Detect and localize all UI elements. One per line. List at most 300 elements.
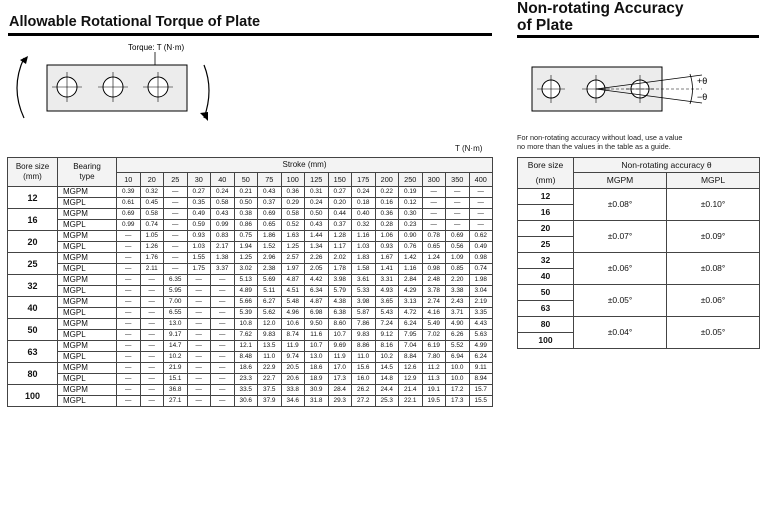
torque-value-cell: 3.98	[352, 297, 376, 308]
torque-value-cell: 0.69	[117, 209, 141, 220]
bearing-type-cell: MGPL	[58, 374, 117, 385]
torque-value-cell: 0.32	[140, 187, 164, 198]
torque-value-cell: 0.40	[352, 209, 376, 220]
torque-value-cell: 5.87	[352, 308, 376, 319]
torque-value-cell: 30.9	[305, 385, 329, 396]
torque-value-cell: 0.62	[469, 231, 493, 242]
bearing-type-cell: MGPL	[58, 220, 117, 231]
torque-value-cell: 17.3	[446, 396, 470, 407]
torque-value-cell: 7.86	[352, 319, 376, 330]
torque-value-cell: 4.87	[305, 297, 329, 308]
torque-value-cell: 0.36	[281, 187, 305, 198]
torque-value-cell: —	[164, 187, 188, 198]
accuracy-bore-cell: 32	[518, 253, 574, 269]
torque-value-cell: 5.69	[258, 275, 282, 286]
torque-value-cell: 9.12	[375, 330, 399, 341]
torque-value-cell: 1.03	[352, 242, 376, 253]
torque-value-cell: 0.86	[234, 220, 258, 231]
torque-value-cell: —	[117, 330, 141, 341]
torque-value-cell: 0.39	[117, 187, 141, 198]
torque-value-cell: 0.76	[399, 242, 423, 253]
torque-value-cell: —	[422, 220, 446, 231]
table-row	[518, 253, 760, 269]
torque-value-cell: 0.43	[305, 220, 329, 231]
torque-value-cell: —	[211, 385, 235, 396]
bearing-type-cell: MGPL	[58, 264, 117, 275]
torque-value-cell: 27.2	[352, 396, 376, 407]
torque-value-cell: 6.24	[399, 319, 423, 330]
stroke-value-header: 50	[234, 173, 258, 187]
torque-value-cell: 4.51	[281, 286, 305, 297]
torque-value-cell: 0.29	[281, 198, 305, 209]
torque-value-cell: 33.5	[234, 385, 258, 396]
torque-value-cell: 0.52	[281, 220, 305, 231]
torque-value-cell: 10.6	[281, 319, 305, 330]
torque-value-cell: 6.38	[328, 308, 352, 319]
torque-value-cell: 5.13	[234, 275, 258, 286]
torque-value-cell: —	[164, 220, 188, 231]
torque-value-cell: 0.98	[422, 264, 446, 275]
torque-value-cell: —	[140, 385, 164, 396]
accuracy-note-line2: no more than the values in the table as a guide.	[517, 142, 671, 151]
torque-value-cell: 4.72	[399, 308, 423, 319]
bore-size-cell: 80	[8, 363, 58, 385]
torque-value-cell: 1.86	[258, 231, 282, 242]
torque-value-cell: —	[164, 209, 188, 220]
torque-value-cell: —	[187, 319, 211, 330]
torque-value-cell: 0.24	[211, 187, 235, 198]
torque-table-body	[8, 187, 493, 407]
accuracy-col-mgpl: MGPL	[667, 173, 760, 189]
torque-value-cell: —	[469, 220, 493, 231]
torque-value-cell: 10.0	[446, 363, 470, 374]
accuracy-theta-header: Non-rotating accuracy θ	[574, 158, 760, 173]
torque-value-cell: 0.50	[305, 209, 329, 220]
torque-value-cell: —	[117, 242, 141, 253]
table-row	[8, 231, 493, 242]
accuracy-mgpl-cell: ±0.08°	[667, 253, 760, 285]
table-row	[8, 220, 493, 231]
torque-value-cell: 27.1	[164, 396, 188, 407]
torque-value-cell: 4.38	[328, 297, 352, 308]
torque-value-cell: 0.27	[328, 187, 352, 198]
accuracy-mgpm-cell: ±0.07°	[574, 221, 667, 253]
torque-value-cell: —	[140, 352, 164, 363]
torque-value-cell: 0.90	[399, 231, 423, 242]
torque-value-cell: 0.35	[187, 198, 211, 209]
torque-value-cell: 1.94	[234, 242, 258, 253]
accuracy-mgpl-cell: ±0.05°	[667, 317, 760, 349]
torque-value-cell: 0.37	[258, 198, 282, 209]
torque-value-cell: 15.1	[164, 374, 188, 385]
torque-value-cell: 14.8	[375, 374, 399, 385]
torque-value-cell: —	[117, 264, 141, 275]
torque-value-cell: 0.65	[422, 242, 446, 253]
torque-value-cell: 3.31	[375, 275, 399, 286]
torque-value-cell: 4.96	[281, 308, 305, 319]
torque-value-cell: 4.89	[234, 286, 258, 297]
torque-value-cell: 12.6	[399, 363, 423, 374]
torque-value-cell: 6.94	[446, 352, 470, 363]
torque-value-cell: 5.48	[281, 297, 305, 308]
torque-value-cell: 5.43	[375, 308, 399, 319]
torque-value-cell: 21.9	[164, 363, 188, 374]
torque-value-cell: 5.52	[446, 341, 470, 352]
torque-value-cell: —	[117, 341, 141, 352]
stroke-value-header: 25	[164, 173, 188, 187]
bearing-type-cell: MGPM	[58, 275, 117, 286]
bearing-type-cell: MGPM	[58, 363, 117, 374]
torque-value-cell: 5.63	[469, 330, 493, 341]
torque-value-cell: 31.8	[305, 396, 329, 407]
torque-value-cell: 2.26	[305, 253, 329, 264]
table-row	[8, 286, 493, 297]
torque-value-cell: 0.28	[375, 220, 399, 231]
accuracy-bore-cell: 12	[518, 189, 574, 205]
torque-value-cell: 23.3	[234, 374, 258, 385]
torque-value-cell: —	[117, 286, 141, 297]
accuracy-bore-cell: 63	[518, 301, 574, 317]
bearing-type-cell: MGPL	[58, 308, 117, 319]
torque-value-cell: 0.36	[375, 209, 399, 220]
bore-size-cell: 16	[8, 209, 58, 231]
torque-value-cell: 0.27	[187, 187, 211, 198]
torque-value-cell: —	[164, 231, 188, 242]
bearing-type-cell: MGPL	[58, 198, 117, 209]
torque-value-cell: 9.17	[164, 330, 188, 341]
torque-value-cell: 4.16	[422, 308, 446, 319]
accuracy-note-line1: For non-rotating accuracy without load, use a value	[517, 133, 683, 142]
accuracy-bore-cell: 100	[518, 333, 574, 349]
torque-value-cell: 24.4	[375, 385, 399, 396]
table-row	[8, 242, 493, 253]
torque-value-cell: —	[211, 352, 235, 363]
torque-value-cell: 10.2	[164, 352, 188, 363]
torque-value-cell: 1.41	[375, 264, 399, 275]
torque-value-cell: 13.0	[305, 352, 329, 363]
torque-value-cell: 25.3	[375, 396, 399, 407]
torque-value-cell: —	[422, 187, 446, 198]
bearing-type-cell: MGPL	[58, 286, 117, 297]
table-row	[8, 385, 493, 396]
torque-value-cell: —	[422, 198, 446, 209]
torque-value-cell: —	[211, 374, 235, 385]
torque-value-cell: 1.44	[305, 231, 329, 242]
torque-value-cell: 2.19	[469, 297, 493, 308]
torque-value-cell: 0.44	[328, 209, 352, 220]
torque-value-cell: 3.13	[399, 297, 423, 308]
torque-value-cell: 1.25	[281, 242, 305, 253]
table-row	[8, 341, 493, 352]
stroke-value-header: 75	[258, 173, 282, 187]
torque-value-cell: 11.0	[258, 352, 282, 363]
stroke-value-header: 300	[422, 173, 446, 187]
torque-value-cell: 20.5	[281, 363, 305, 374]
accuracy-mgpl-cell: ±0.09°	[667, 221, 760, 253]
torque-value-cell: 7.02	[422, 330, 446, 341]
torque-value-cell: 20.6	[281, 374, 305, 385]
torque-value-cell: 14.5	[375, 363, 399, 374]
torque-value-cell: 37.9	[258, 396, 282, 407]
torque-value-cell: 11.9	[281, 341, 305, 352]
torque-value-cell: 2.84	[399, 275, 423, 286]
torque-value-cell: 37.5	[258, 385, 282, 396]
torque-value-cell: 0.99	[211, 220, 235, 231]
torque-value-cell: —	[140, 308, 164, 319]
torque-value-cell: —	[164, 242, 188, 253]
torque-value-cell: 0.58	[211, 198, 235, 209]
torque-value-cell: 12.9	[399, 374, 423, 385]
torque-value-cell: —	[117, 275, 141, 286]
torque-value-cell: 9.69	[328, 341, 352, 352]
stroke-value-header: 20	[140, 173, 164, 187]
torque-value-cell: —	[117, 374, 141, 385]
bore-size-cell: 20	[8, 231, 58, 253]
torque-value-cell: —	[187, 297, 211, 308]
torque-value-cell: 22.9	[258, 363, 282, 374]
torque-value-cell: 5.11	[258, 286, 282, 297]
torque-value-cell: 10.7	[305, 341, 329, 352]
stroke-value-header: 10	[117, 173, 141, 187]
torque-value-cell: 1.75	[187, 264, 211, 275]
bearing-type-cell: MGPM	[58, 231, 117, 242]
stroke-value-header: 100	[281, 173, 305, 187]
torque-value-cell: 0.43	[211, 209, 235, 220]
torque-value-cell: 1.34	[305, 242, 329, 253]
bearing-type-cell: MGPL	[58, 242, 117, 253]
torque-value-cell: 1.55	[187, 253, 211, 264]
torque-value-cell: 9.50	[305, 319, 329, 330]
torque-value-cell: —	[187, 341, 211, 352]
torque-value-cell: 2.38	[258, 264, 282, 275]
torque-value-cell: —	[211, 275, 235, 286]
torque-value-cell: 9.83	[352, 330, 376, 341]
torque-value-cell: —	[446, 187, 470, 198]
torque-value-cell: 8.48	[234, 352, 258, 363]
table-row	[8, 352, 493, 363]
torque-value-cell: —	[117, 396, 141, 407]
accuracy-section-title	[517, 0, 684, 34]
torque-value-cell: —	[117, 297, 141, 308]
torque-unit-label: T (N·m)	[455, 144, 483, 153]
bore-size-cell: 12	[8, 187, 58, 209]
table-row	[8, 374, 493, 385]
torque-value-cell: 19.5	[422, 396, 446, 407]
torque-value-cell: 0.83	[211, 231, 235, 242]
stroke-value-header: 125	[305, 173, 329, 187]
torque-value-cell: 10.2	[375, 352, 399, 363]
torque-value-cell: 3.02	[234, 264, 258, 275]
torque-value-cell: —	[140, 341, 164, 352]
torque-value-cell: 1.05	[140, 231, 164, 242]
torque-value-cell: 2.43	[446, 297, 470, 308]
torque-value-cell: 0.49	[187, 209, 211, 220]
stroke-value-header: 150	[328, 173, 352, 187]
torque-value-cell: 0.19	[399, 187, 423, 198]
torque-value-cell: —	[117, 319, 141, 330]
torque-value-cell: 0.69	[446, 231, 470, 242]
torque-value-cell: 7.80	[422, 352, 446, 363]
bearing-type-header: Bearing type	[58, 158, 117, 187]
bore-size-cell: 100	[8, 385, 58, 407]
torque-value-cell: —	[187, 308, 211, 319]
accuracy-title-line1: Non-rotating Accuracy	[517, 0, 684, 17]
table-row	[8, 209, 493, 220]
torque-value-cell: 15.6	[352, 363, 376, 374]
torque-value-cell: 1.42	[399, 253, 423, 264]
bearing-type-cell: MGPM	[58, 297, 117, 308]
torque-value-cell: 29.3	[328, 396, 352, 407]
torque-value-cell: 3.38	[446, 286, 470, 297]
torque-value-cell: 7.04	[399, 341, 423, 352]
bore-size-cell: 40	[8, 297, 58, 319]
torque-value-cell: 0.12	[399, 198, 423, 209]
accuracy-bore-cell: 20	[518, 221, 574, 237]
torque-value-cell: 6.19	[422, 341, 446, 352]
torque-value-cell: —	[211, 308, 235, 319]
torque-value-cell: 0.61	[117, 198, 141, 209]
torque-value-cell: —	[187, 396, 211, 407]
rotation-arrow-right	[204, 65, 209, 118]
accuracy-bore-cell: 40	[518, 269, 574, 285]
accuracy-table-body	[518, 189, 760, 349]
torque-value-cell: 7.00	[164, 297, 188, 308]
torque-value-cell: 28.4	[328, 385, 352, 396]
torque-value-cell: 11.9	[328, 352, 352, 363]
stroke-value-header: 175	[352, 173, 376, 187]
accuracy-note	[517, 133, 683, 151]
torque-value-cell: 1.38	[211, 253, 235, 264]
torque-value-cell: 5.66	[234, 297, 258, 308]
torque-value-cell: 6.34	[305, 286, 329, 297]
torque-value-cell: —	[164, 198, 188, 209]
torque-table-header	[8, 158, 493, 187]
table-row	[8, 308, 493, 319]
torque-value-cell: —	[140, 286, 164, 297]
torque-value-cell: 0.16	[375, 198, 399, 209]
accuracy-mgpm-cell: ±0.06°	[574, 253, 667, 285]
bearing-type-cell: MGPM	[58, 209, 117, 220]
bearing-type-cell: MGPM	[58, 253, 117, 264]
torque-value-cell: 9.83	[258, 330, 282, 341]
torque-value-cell: 2.05	[305, 264, 329, 275]
table-row	[518, 317, 760, 333]
stroke-value-header: 250	[399, 173, 423, 187]
torque-value-cell: 1.26	[140, 242, 164, 253]
torque-value-cell: —	[211, 330, 235, 341]
torque-title-rule	[8, 33, 492, 36]
torque-value-cell: 3.04	[469, 286, 493, 297]
torque-value-cell: —	[140, 363, 164, 374]
torque-value-cell: 0.59	[187, 220, 211, 231]
torque-value-cell: 1.52	[258, 242, 282, 253]
torque-value-cell: 4.90	[446, 319, 470, 330]
torque-value-cell: 6.35	[164, 275, 188, 286]
table-row	[8, 253, 493, 264]
accuracy-bore-cell: 16	[518, 205, 574, 221]
torque-value-cell: —	[117, 385, 141, 396]
torque-value-cell: 17.0	[328, 363, 352, 374]
torque-value-cell: 12.1	[234, 341, 258, 352]
torque-value-cell: 4.43	[469, 319, 493, 330]
torque-value-cell: —	[187, 352, 211, 363]
bore-size-header: Bore size (mm)	[8, 158, 58, 187]
torque-value-cell: 0.69	[258, 209, 282, 220]
torque-value-cell: 15.7	[469, 385, 493, 396]
torque-value-cell: 13.0	[164, 319, 188, 330]
table-row	[518, 189, 760, 205]
torque-diagram-label: Torque: T (N·m)	[128, 43, 185, 52]
torque-value-cell: 8.84	[399, 352, 423, 363]
torque-value-cell: 0.58	[140, 209, 164, 220]
torque-value-cell: 1.25	[234, 253, 258, 264]
torque-value-cell: 6.27	[258, 297, 282, 308]
torque-value-cell: 1.09	[446, 253, 470, 264]
torque-value-cell: 10.0	[446, 374, 470, 385]
torque-value-cell: 1.28	[328, 231, 352, 242]
torque-value-cell: —	[211, 396, 235, 407]
torque-value-cell: —	[187, 374, 211, 385]
torque-value-cell: 9.74	[281, 352, 305, 363]
torque-value-cell: 5.33	[352, 286, 376, 297]
torque-value-cell: —	[187, 363, 211, 374]
torque-value-cell: —	[140, 396, 164, 407]
torque-value-cell: 8.86	[352, 341, 376, 352]
torque-value-cell: 4.42	[305, 275, 329, 286]
torque-value-cell: 17.3	[328, 374, 352, 385]
torque-value-cell: —	[187, 286, 211, 297]
accuracy-table-header	[518, 158, 760, 189]
plus-theta-label: +θ	[697, 76, 708, 86]
torque-value-cell: 16.0	[352, 374, 376, 385]
torque-value-cell: 12.0	[258, 319, 282, 330]
torque-value-cell: 4.93	[375, 286, 399, 297]
torque-value-cell: 21.4	[399, 385, 423, 396]
accuracy-title-line2: of Plate	[517, 17, 573, 34]
torque-value-cell: 4.29	[399, 286, 423, 297]
stroke-value-header: 400	[469, 173, 493, 187]
torque-value-cell: 0.49	[469, 242, 493, 253]
torque-value-cell: 0.45	[140, 198, 164, 209]
bore-size-cell: 25	[8, 253, 58, 275]
rotation-arrow-left	[17, 58, 24, 118]
torque-value-cell: 7.62	[234, 330, 258, 341]
torque-value-cell: 1.16	[399, 264, 423, 275]
table-row	[8, 187, 493, 198]
accuracy-bore-header: Bore size (mm)	[518, 158, 574, 189]
bore-size-cell: 63	[8, 341, 58, 363]
accuracy-mgpl-cell: ±0.06°	[667, 285, 760, 317]
torque-value-cell: 1.98	[469, 275, 493, 286]
torque-value-cell: 3.35	[469, 308, 493, 319]
accuracy-bore-cell: 50	[518, 285, 574, 301]
torque-value-cell: 2.20	[446, 275, 470, 286]
torque-value-cell: 2.48	[422, 275, 446, 286]
torque-value-cell: 8.74	[281, 330, 305, 341]
torque-value-cell: —	[469, 187, 493, 198]
torque-value-cell: —	[140, 275, 164, 286]
accuracy-bore-cell: 80	[518, 317, 574, 333]
torque-value-cell: 26.2	[352, 385, 376, 396]
torque-value-cell: 6.24	[469, 352, 493, 363]
torque-value-cell: 1.83	[352, 253, 376, 264]
torque-value-cell: 1.63	[281, 231, 305, 242]
torque-value-cell: 11.3	[422, 374, 446, 385]
torque-value-cell: 1.17	[328, 242, 352, 253]
torque-value-cell: 6.26	[446, 330, 470, 341]
bore-size-cell: 32	[8, 275, 58, 297]
torque-value-cell: 2.74	[422, 297, 446, 308]
